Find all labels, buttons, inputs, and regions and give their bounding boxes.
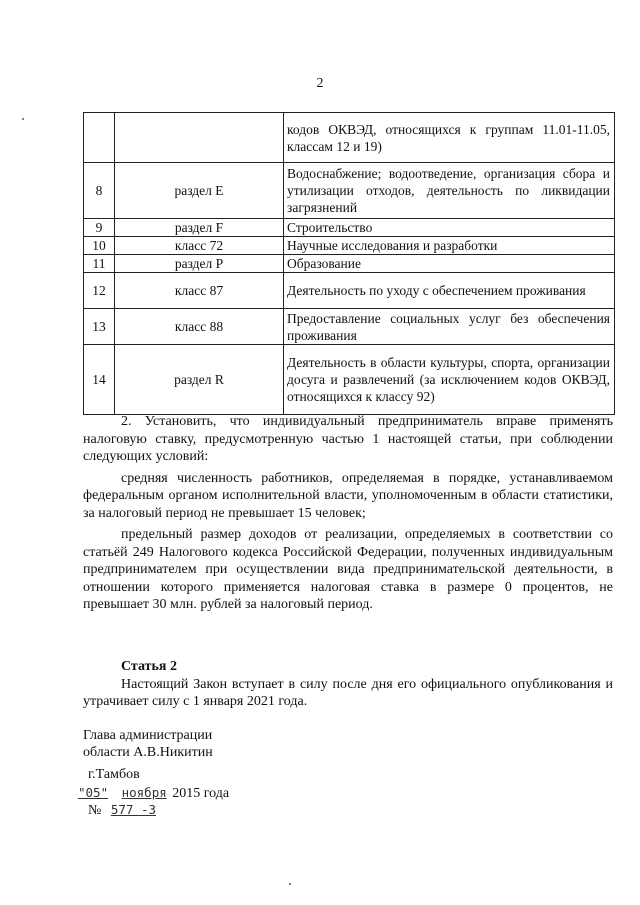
row-code: класс 87 <box>115 273 284 309</box>
signatory-block <box>83 727 213 761</box>
row-number: 12 <box>84 273 115 309</box>
city: г.Тамбов <box>88 767 140 782</box>
date-day: "05" <box>78 785 109 800</box>
row-code: раздел E <box>115 163 284 219</box>
paragraph-2: 2. Установить, что индивидуальный предприниматель вправе применять налоговую ставку, предусмотренную частью 1 настоящей статьи, при соблюдении следующих условий: <box>83 414 613 464</box>
row-number: 9 <box>84 219 115 237</box>
row-code: раздел R <box>115 345 284 415</box>
row-description: Строительство <box>284 219 615 237</box>
signatory-title: Глава администрации <box>83 728 213 743</box>
row-description: Предоставление социальных услуг без обеспечения проживания <box>284 309 615 345</box>
number-value: 577 -3 <box>110 802 157 817</box>
page-number: 2 <box>316 76 324 91</box>
row-number <box>84 113 115 163</box>
table-row <box>84 219 615 237</box>
table-row <box>84 309 615 345</box>
document-date <box>78 784 229 802</box>
document-number <box>88 801 156 819</box>
date-month: ноября <box>121 785 167 800</box>
table-row <box>84 345 615 415</box>
table-row <box>84 113 615 163</box>
row-code <box>115 113 284 163</box>
body-text <box>83 413 613 614</box>
row-code: класс 88 <box>115 309 284 345</box>
condition-1: средняя численность работников, определяемая в порядке, устанавливаемом федеральным органом исполнительной власти, уполномоченным в области статистики, за налоговый период не превышает 15 человек; <box>83 470 613 521</box>
table-row <box>84 237 615 255</box>
table-row <box>84 273 615 309</box>
number-prefix: № <box>88 803 102 818</box>
row-code: раздел P <box>115 255 284 273</box>
row-description: Деятельность в области культуры, спорта, организации досуга и развлечений (за исключением кодов ОКВЭД, относящихся к классу 92) <box>284 345 615 415</box>
okved-table <box>83 112 615 415</box>
row-code: раздел F <box>115 219 284 237</box>
table-row <box>84 163 615 219</box>
signatory-name: области А.В.Никитин <box>83 745 213 760</box>
row-description: Научные исследования и разработки <box>284 237 615 255</box>
row-description: Водоснабжение; водоотведение, организация сбора и утилизации отходов, деятельность по ликвидации загрязнений <box>284 163 615 219</box>
scan-speck <box>22 118 24 120</box>
row-code: класс 72 <box>115 237 284 255</box>
row-number: 14 <box>84 345 115 415</box>
date-year: 2015 года <box>172 786 230 801</box>
row-number: 10 <box>84 237 115 255</box>
row-description: кодов ОКВЭД, относящихся к группам 11.01-11.05, классам 12 и 19) <box>284 113 615 163</box>
table-row <box>84 255 615 273</box>
article-text: Настоящий Закон вступает в силу после дня его официального опубликования и утрачивает силу с 1 января 2021 года. <box>83 676 613 709</box>
article-title: Статья 2 <box>121 659 177 674</box>
row-number: 13 <box>84 309 115 345</box>
row-number: 8 <box>84 163 115 219</box>
row-description: Образование <box>284 255 615 273</box>
condition-2: предельный размер доходов от реализации, определяемых в соответствии со статьёй 249 Налогового кодекса Российской Федерации, полученных индивидуальным предпринимателем при осуществлении вида предпринимательской деятельности, в отношении которого применяется налоговая ставка в размере 0 процентов, не превышает 30 млн. рублей за налоговый период. <box>83 527 613 612</box>
row-number: 11 <box>84 255 115 273</box>
scan-speck <box>289 883 291 885</box>
row-description: Деятельность по уходу с обеспечением проживания <box>284 273 615 309</box>
article-2 <box>83 658 613 711</box>
